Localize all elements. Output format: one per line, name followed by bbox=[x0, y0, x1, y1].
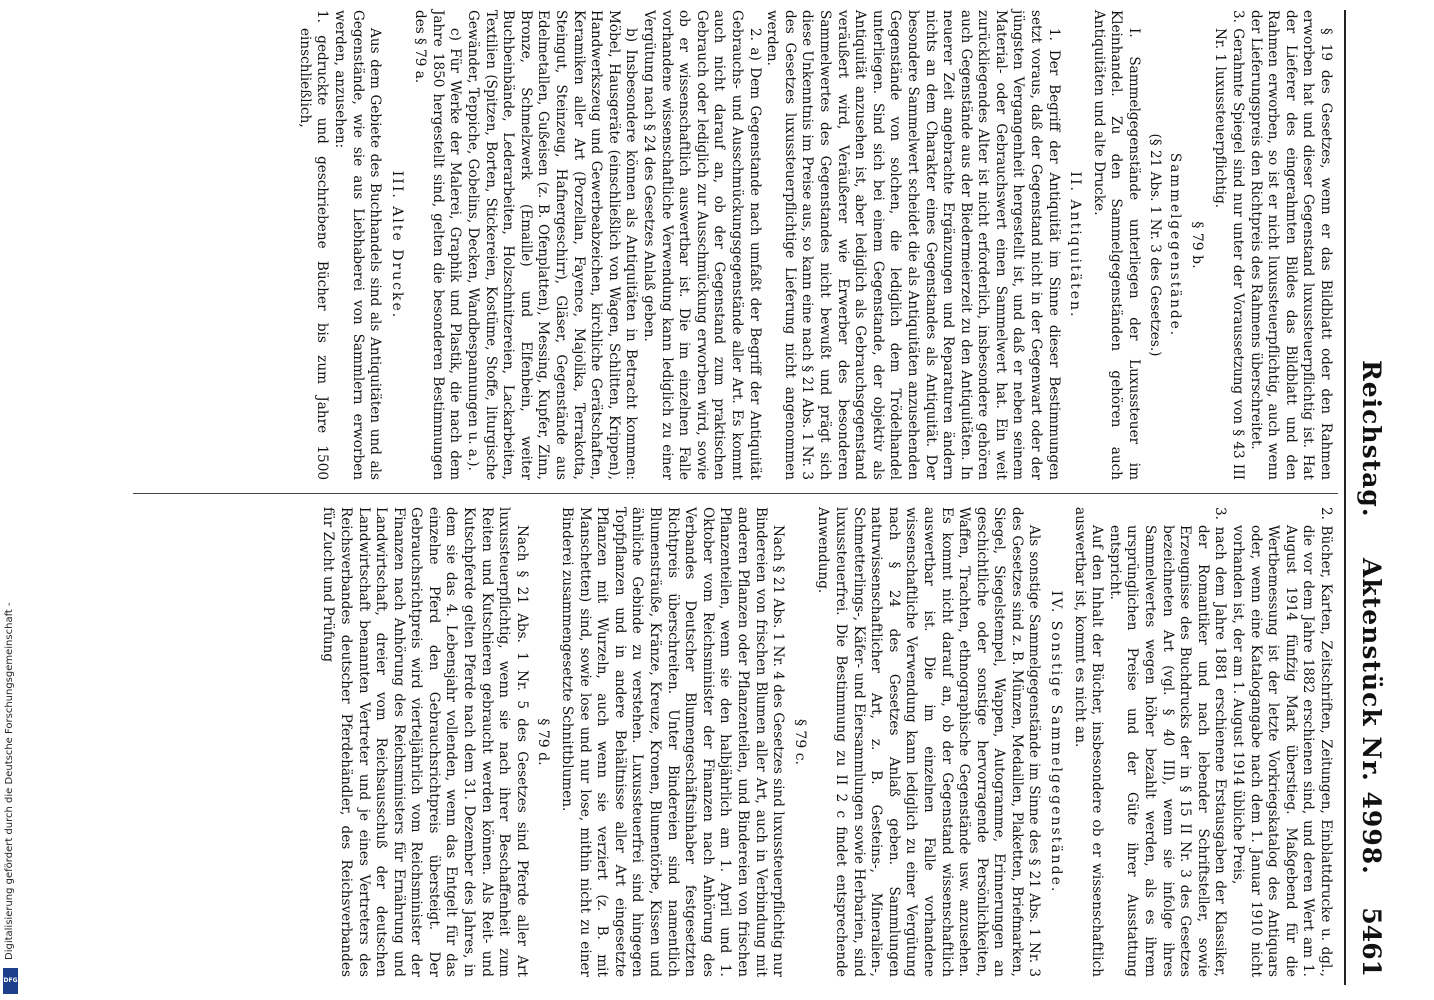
text-paragraph: 1. Der Begriff der Antiquität im Sinne dieser Bestimmungen setzt voraus, daß der Gegenstand nicht in der Gegenwart oder der jüngsten Vergangenheit hergestellt ist, und daß er neben seinem Material- oder Gebrauchswert einen Sammelwert hat. Ein weit zurückliegendes Alter ist nicht erforderlich, insbesondere gehören auch Gegenstände aus der Biedermeierzeit zu den Antiquitäten. In neuerer Zeit angebrachte Ergänzungen und Reparaturen ändern nichts an dem Charakter eines Gegenstandes als Antiquität. Der besondere Sammelwert scheidet die als Antiquitäten anzusehenden Gegenstände von solchen, die lediglich dem Trödelhandel unterliegen. Sind sich bei einem Gegenstande, der objektiv als Antiquität anzusehen ist, aber lediglich als Gebrauchsgegenstand veräußert wird, Veräußerer wie Erwerber des besonderen Sammelwertes des Gegenstandes nicht bewußt und prägt sich diese Unkenntnis im Preise aus, so kann eine nach § 21 Abs. 1 Nr. 3 des Gesetzes luxussteuerpflichtige Lieferung nicht angenommen werden. bbox=[764, 10, 1062, 480]
page-header bbox=[1352, 10, 1390, 985]
footer-credit-text: Digitalisierung gefördert durch die Deutsche Forschungsgemeinschaft - bbox=[4, 602, 15, 960]
text-paragraph: Auf den Inhalt der Bücher, insbesondere ob er wissenschaftlich auswertbar ist, kommt es nicht an. bbox=[1071, 507, 1106, 977]
text-paragraph: Aus dem Gebiete des Buchhandels sind als Antiquitäten und als Gegenstände, wie sie aus Liebhaberei von Sammlern erworben werden, anzusehen: bbox=[331, 10, 384, 480]
section-79b-intro: I. Sammelgegenstände unterliegen der Luxussteuer im Kleinhandel. Zu den Sammelgegenständen gehören auch Antiquitäten und alte Drucke. bbox=[1090, 10, 1143, 480]
section-79d-text: Nach § 21 Abs. 1 Nr. 5 des Gesetzes sind Pferde aller Art luxussteuerpflichtig, wenn sie nach ihrer Beschaffenheit zum Reiten und Kutschieren gebraucht werden können. Als Reit- und Kutschpferde gelten Pferde nach dem 31. Dezember des Jahres, in dem sie das 4. Lebensjahr vollenden, wenn das Entgelt für das einzelne Pferd den Gebrauchsrichtpreis übersteigt. Der Gebrauchsrichtpreis wird vierteljährlich vom Reichsminister der Finanzen nach Anhörung des Reichsministers für Ernährung und Landwirtschaft, dreier vom Reichsausschuß der deutschen Landwirtschaft benannten Vertreter und je eines Vertreters des Reichsverbandes deutscher Pferdehändler, des Reichsverbandes für Zucht und Prüfung bbox=[320, 507, 530, 977]
text-paragraph: Als sonstige Sammelgegenstände im Sinne des § 21 Abs. 1 Nr. 3 des Gesetzes sind z. B. Münzen, Medaillen, Plaketten, Briefmarken, Siegel, Siegelstempel, Wappen, Autogramme, Erinnerungen an geschichtliche oder sonstige hervorragende Persönlichkeiten, Waffen, Trachten, ethnographische Gegenstände usw. anzusehen. Es kommt nicht darauf an, ob der Gegenstand wissenschaftlich auswertbar ist. Die im einzelnen Falle vorhandene wissenschaftliche Verwendung kann lediglich zu einer Vergütung nach § 24 des Gesetzes Anlaß geben. Sammlungen naturwissenschaftlicher Art, z. B. Gesteins-, Mineralien-, Schmetterlings-, Käfer- und Eiersammlungen sowie Herbarien, sind luxussteuerfrei. Die Bestimmung zu II 2 c findet entsprechende Anwendung. bbox=[815, 507, 1043, 977]
right-column-body bbox=[814, 507, 1334, 977]
right-column bbox=[319, 507, 1334, 977]
left-column-top bbox=[1211, 10, 1334, 480]
text-paragraph: 1. gedruckte und geschriebene Bücher bis zum Jahre 1500 einschließlich, bbox=[296, 10, 331, 480]
digitization-footer bbox=[0, 0, 22, 1000]
header-rule bbox=[1344, 10, 1346, 985]
section-heading: II. Antiquitäten. bbox=[1067, 171, 1084, 319]
section-heading: III. Alte Drucke. bbox=[388, 170, 405, 320]
left-column-body bbox=[295, 10, 1083, 480]
header-document-number: Aktenstück Nr. 4998. bbox=[1357, 558, 1386, 875]
section-79c-title: § 79 c. bbox=[791, 718, 808, 765]
left-column bbox=[295, 10, 1334, 480]
text-paragraph: c) Für Werke der Malerei, Graphik und Plastik, die nach dem Jahre 1850 hergestellt sind, gelten die besonderen Bestimmungen des § 79 a. bbox=[412, 10, 464, 480]
page-number: 5461 bbox=[1357, 907, 1386, 977]
column-divider bbox=[133, 493, 1338, 494]
text-paragraph: § 19 des Gesetzes, wenn er das Bildblatt oder den Rahmen erworben hat und dieser Gegenstand luxussteuerpflichtig ist. Hat der Lieferer des eingerahmten Bildes das Bildblatt und den Rahmen erworben, so ist er nicht luxussteuerpflichtig, auch wenn der Lieferungspreis den Richtpreis des Rahmens überschreitet. bbox=[1247, 10, 1334, 480]
dfg-logo: DFG bbox=[3, 968, 18, 994]
section-79d-title: § 79 d. bbox=[535, 718, 552, 766]
header-left-title: Reichstag. bbox=[1357, 360, 1386, 518]
text-paragraph: 2. Bücher, Karten, Zeitschriften, Zeitungen, Einblattdrucke u. dgl., die vor dem Jahre 1882 erschienen sind, und deren Wert am 1. August 1914 fünfzig Mark überstieg. Maßgebend für die Wertbemessung ist der letzte Vorkriegskatalog des Antiquars oder, wenn eine Katalogangabe nach dem 1. Januar 1910 nicht vorhanden ist, der am 1. August 1914 übliche Preis, bbox=[1230, 507, 1334, 977]
section-79b-reference: (§ 21 Abs. 1 Nr. 3 des Gesetzes.) bbox=[1146, 133, 1163, 357]
section-79b-title: § 79 b. bbox=[1188, 221, 1205, 269]
text-paragraph: 2. a) Dem Gegenstande nach umfaßt der Begriff der Antiquität Gebrauchs- und Ausschmückungsgegenstände aller Art. Es kommt auch nicht darauf an, ob der Gegenstand zum praktischen Gebrauch oder lediglich zur Ausschmückung erworben wird, sowie ob er wissenschaftlich auswertbar ist. Die im einzelnen Falle vorhandene wissenschaftliche Verwendung kann lediglich zu einer Vergütung nach § 24 des Gesetzes Anlaß geben. bbox=[641, 10, 763, 480]
section-79b-subtitle: Sammelgegenstände. bbox=[1167, 152, 1184, 338]
rotated-page-content bbox=[120, 10, 1390, 985]
text-paragraph: 3. Gerahmte Spiegel sind nur unter der Voraussetzung von § 43 III Nr. 1 luxussteuerpflichtig. bbox=[1212, 10, 1247, 480]
section-heading: IV. Sonstige Sammelgegenstände. bbox=[1048, 590, 1065, 894]
section-79c-text: Nach § 21 Abs. 1 Nr. 4 des Gesetzes sind luxussteuerpflichtig nur Bindereien von frischen Blumen aller Art, auch in Verbindung mit anderen Pflanzen oder Pflanzenteilen, und Bindereien von frischen Pflanzenteilen, wenn sie den halbjährlich am 1. April und 1. Oktober vom Reichsminister der Finanzen nach Anhörung des Verbandes Deutscher Blumengeschäftsinhaber festgesetzten Richtpreis überschreiten. Unter Bindereien sind namentlich Blumensträuße, Kränze, Kreuze, Kronen, Blumentörbe, Kissen und ähnliche Gebinde zu verstehen. Luxussteuerfrei sind hingegen Topfpflanzen und in andere Behältnisse aller Art eingesetzte Pflanzen mit Wurzeln, auch wenn sie verziert (z. B. mit Manschetten) sind, sowie lose und nur lose, mithin nicht zu einer Binderei zusammengesetzte Schnittblumen. bbox=[559, 507, 787, 977]
text-paragraph: 3. nach dem Jahre 1881 erschienene Erstausgaben der Klassiker, der Romantiker und nach lebender Schriftsteller, sowie Erzeugnisse des Buchdrucks der in § 15 II Nr. 3 des Gesetzes bezeichneten Art (vgl. § 40 III), wenn sie infolge ihres Sammelwertes wegen höher bezahlt werden, als es ihrem ursprünglichen Preise und der Güte ihrer Ausstattung entspricht. bbox=[1106, 507, 1229, 977]
text-paragraph: b) Insbesondere können als Antiquitäten in Betracht kommen: Möbel, Hausgeräte (einschließlich von Wagen, Schlitten, Krippen), Handwerkszeug und Gewerbeabzeichen, kirchliche Gerätschaften, Keramiken aller Art (Porzellan, Fayence, Majolika, Terrakotta, Steingut, Steinzeug, Hafnergeschirr), Gläser, Gegenstände aus Edelmetallen, Gußeisen (z. B. Ofenplatten), Messing, Kupfer, Zinn, Bronze, Schmelzwerk (Emaille) und Elfenbein, weiter Buchbeinbände, Lederarbeiten, Holzschnitzereien, Lackarbeiten, Textilien (Spitzen, Borten, Stickereien, Kostüme, Stoffe, liturgische Gewänder, Teppiche, Gobelins, Decken, Wandbespannungen u. a.). bbox=[465, 10, 640, 480]
